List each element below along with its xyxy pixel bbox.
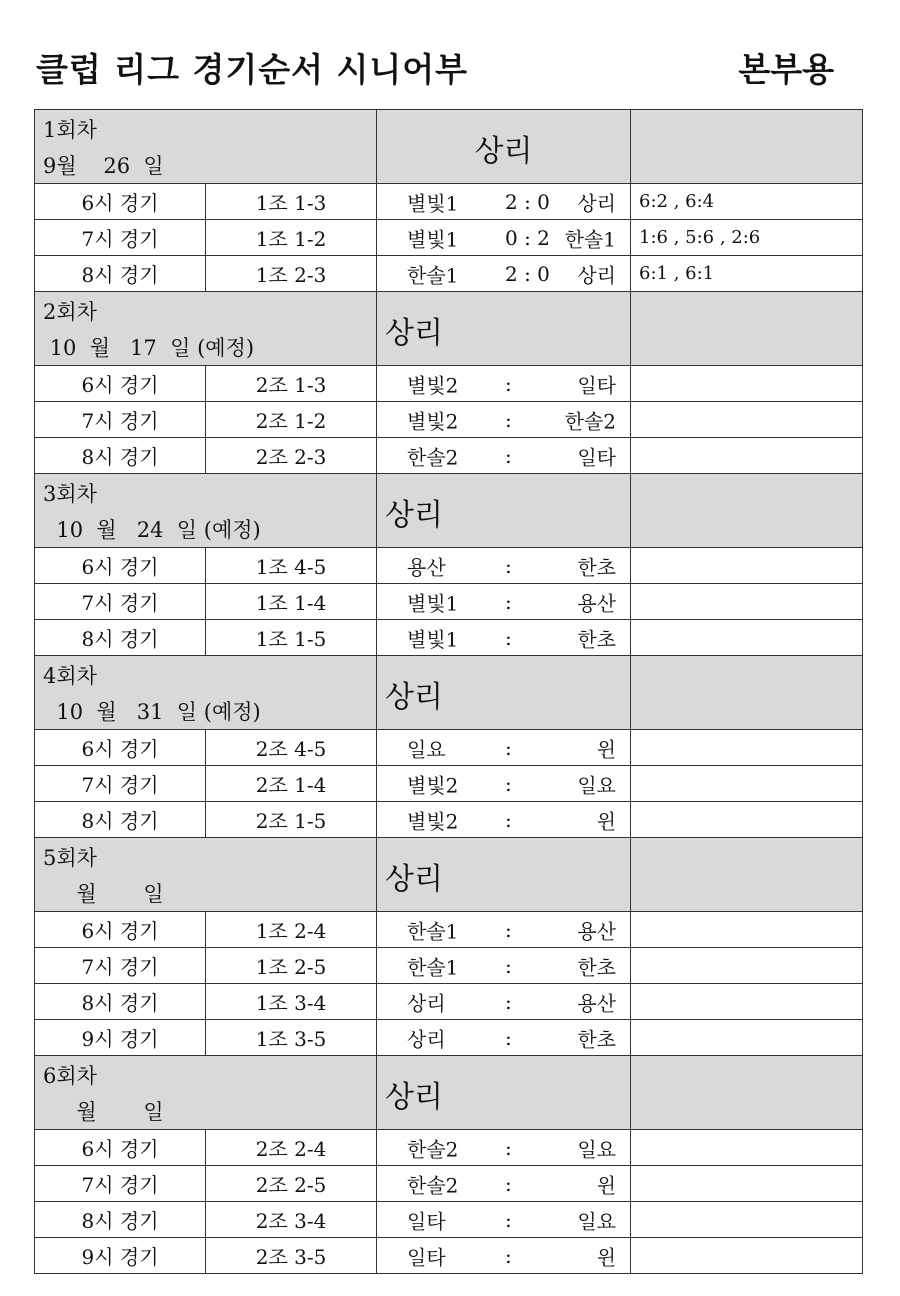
team-a: 용산 [407, 555, 446, 579]
match-score: 2 : 0 [505, 189, 550, 214]
round-group [377, 838, 630, 911]
round-host-label: 상리 [385, 316, 443, 351]
round-label: 4회차 [43, 664, 97, 688]
team-a: 한솔2 [407, 1173, 459, 1197]
team-a: 별빛2 [407, 409, 459, 433]
team-a: 별빛2 [407, 373, 459, 397]
match-row [35, 402, 863, 438]
round-host-label: 상리 [385, 1080, 443, 1115]
match-row [35, 912, 863, 948]
team-a: 별빛1 [407, 627, 459, 651]
team-a: 별빛1 [407, 191, 459, 215]
match-cell [377, 220, 631, 256]
match-score: : [505, 553, 512, 578]
set-scores [631, 1238, 863, 1274]
round-info-cell [35, 110, 377, 184]
round-info [35, 292, 376, 365]
team-b: 윈 [596, 1245, 616, 1269]
match-cell [377, 256, 631, 292]
team-a: 한솔1 [407, 263, 459, 287]
round-info [35, 474, 376, 547]
match-score: 0 : 2 [505, 225, 550, 250]
round-date: 월 일 [43, 1100, 164, 1124]
set-scores [631, 620, 863, 656]
match-row [35, 984, 863, 1020]
match-cell [377, 912, 631, 948]
match-row [35, 220, 863, 256]
match-group: 2조 3-4 [206, 1202, 377, 1238]
match-group: 2조 2-5 [206, 1166, 377, 1202]
round-group-cell [377, 110, 631, 184]
match-cell [377, 984, 631, 1020]
round-date: 10 월 17 일 (예정) [43, 336, 255, 360]
match-group: 1조 1-3 [206, 184, 377, 220]
round-info [35, 838, 376, 911]
team-a: 일타 [407, 1209, 446, 1233]
team-b: 상리 [577, 263, 616, 287]
round-info-cell [35, 838, 377, 912]
round-host-label: 상리 [385, 680, 443, 715]
round-group [377, 292, 630, 365]
set-scores [631, 366, 863, 402]
round-label: 1회차 [43, 118, 97, 142]
match-group: 1조 2-3 [206, 256, 377, 292]
round-date: 10 월 31 일 (예정) [43, 700, 261, 724]
team-b: 일타 [577, 373, 616, 397]
match-row [35, 730, 863, 766]
match-cell [377, 1202, 631, 1238]
match-score: : [505, 443, 512, 468]
round-group [377, 1056, 630, 1129]
team-a: 별빛2 [407, 773, 459, 797]
set-scores [631, 1020, 863, 1056]
match-time: 8시 경기 [35, 256, 206, 292]
team-a: 상리 [407, 1027, 446, 1051]
match-row [35, 1166, 863, 1202]
round-host-label: 상리 [385, 498, 443, 533]
round-info-cell [35, 292, 377, 366]
match-row [35, 1238, 863, 1274]
match-score: : [505, 1207, 512, 1232]
match-group: 2조 1-4 [206, 766, 377, 802]
match-score: : [505, 917, 512, 942]
round-info [35, 656, 376, 729]
match-cell [377, 584, 631, 620]
round-info-cell [35, 656, 377, 730]
team-a: 별빛2 [407, 809, 459, 833]
team-a: 한솔1 [407, 955, 459, 979]
round-group-cell [377, 292, 631, 366]
team-b: 한초 [577, 955, 616, 979]
set-scores [631, 912, 863, 948]
match-row [35, 584, 863, 620]
match-score: : [505, 1135, 512, 1160]
match-time: 7시 경기 [35, 948, 206, 984]
match-cell [377, 1130, 631, 1166]
match-score: : [505, 407, 512, 432]
team-b: 윈 [596, 1173, 616, 1197]
round-date: 9월 26 일 [43, 154, 164, 178]
set-scores: 6:2 , 6:4 [631, 184, 863, 220]
match-score: : [505, 371, 512, 396]
team-b: 용산 [577, 991, 616, 1015]
set-scores [631, 584, 863, 620]
match-time: 9시 경기 [35, 1020, 206, 1056]
match-score: : [505, 589, 512, 614]
team-b: 일요 [577, 1209, 616, 1233]
match-group: 1조 2-5 [206, 948, 377, 984]
team-b: 한초 [577, 555, 616, 579]
round-group-cell [377, 838, 631, 912]
match-cell [377, 548, 631, 584]
match-cell [377, 1166, 631, 1202]
round-info-cell [35, 1056, 377, 1130]
team-a: 별빛1 [407, 227, 459, 251]
round-result-cell [631, 656, 863, 730]
match-time: 7시 경기 [35, 1166, 206, 1202]
match-group: 1조 1-2 [206, 220, 377, 256]
schedule-table [34, 109, 863, 1274]
match-score: 2 : 0 [505, 261, 550, 286]
match-time: 6시 경기 [35, 730, 206, 766]
match-row [35, 548, 863, 584]
team-b: 용산 [577, 591, 616, 615]
match-time: 7시 경기 [35, 584, 206, 620]
round-result-cell [631, 110, 863, 184]
match-time: 6시 경기 [35, 548, 206, 584]
match-score: : [505, 807, 512, 832]
match-row [35, 184, 863, 220]
match-row [35, 438, 863, 474]
round-group-cell [377, 474, 631, 548]
round-header-row [35, 110, 863, 184]
match-row [35, 802, 863, 838]
team-a: 일타 [407, 1245, 446, 1269]
match-score: : [505, 1025, 512, 1050]
round-host-label: 상리 [385, 862, 443, 897]
round-header-row [35, 656, 863, 730]
match-row [35, 1130, 863, 1166]
match-time: 6시 경기 [35, 184, 206, 220]
match-score: : [505, 989, 512, 1014]
team-b: 한초 [577, 1027, 616, 1051]
match-group: 1조 3-5 [206, 1020, 377, 1056]
match-row [35, 766, 863, 802]
team-b: 윈 [596, 737, 616, 761]
set-scores [631, 402, 863, 438]
round-group-cell [377, 1056, 631, 1130]
match-time: 8시 경기 [35, 802, 206, 838]
team-b: 한솔1 [564, 227, 616, 251]
team-b: 일타 [577, 445, 616, 469]
match-group: 1조 1-4 [206, 584, 377, 620]
match-time: 7시 경기 [35, 220, 206, 256]
round-info [35, 1056, 376, 1129]
round-result-cell [631, 1056, 863, 1130]
team-b: 용산 [577, 919, 616, 943]
match-group: 2조 4-5 [206, 730, 377, 766]
match-time: 8시 경기 [35, 438, 206, 474]
team-a: 한솔1 [407, 919, 459, 943]
match-cell [377, 730, 631, 766]
set-scores [631, 802, 863, 838]
set-scores [631, 1130, 863, 1166]
team-b: 일요 [577, 1137, 616, 1161]
match-group: 1조 4-5 [206, 548, 377, 584]
round-label: 2회차 [43, 300, 97, 324]
match-row [35, 1020, 863, 1056]
match-score: : [505, 953, 512, 978]
team-a: 일요 [407, 737, 446, 761]
round-host-label: 상리 [474, 134, 533, 169]
team-a: 한솔2 [407, 1137, 459, 1161]
match-time: 9시 경기 [35, 1238, 206, 1274]
match-group: 2조 1-3 [206, 366, 377, 402]
match-cell [377, 1238, 631, 1274]
set-scores: 1:6 , 5:6 , 2:6 [631, 220, 863, 256]
match-group: 1조 2-4 [206, 912, 377, 948]
set-scores [631, 766, 863, 802]
set-scores: 6:1 , 6:1 [631, 256, 863, 292]
match-group: 1조 1-5 [206, 620, 377, 656]
round-label: 5회차 [43, 846, 97, 870]
match-score: : [505, 771, 512, 796]
match-cell [377, 766, 631, 802]
team-b: 일요 [577, 773, 616, 797]
match-score: : [505, 625, 512, 650]
team-a: 한솔2 [407, 445, 459, 469]
round-info-cell [35, 474, 377, 548]
set-scores [631, 948, 863, 984]
document-title: 클럽 리그 경기순서 시니어부 [36, 50, 469, 89]
match-cell [377, 438, 631, 474]
match-cell [377, 948, 631, 984]
match-time: 8시 경기 [35, 620, 206, 656]
round-group [377, 110, 630, 183]
match-group: 2조 2-3 [206, 438, 377, 474]
match-cell [377, 184, 631, 220]
match-time: 6시 경기 [35, 912, 206, 948]
match-cell [377, 620, 631, 656]
match-time: 7시 경기 [35, 766, 206, 802]
round-group [377, 656, 630, 729]
round-header-row [35, 292, 863, 366]
team-b: 한초 [577, 627, 616, 651]
round-header-row [35, 474, 863, 548]
team-a: 별빛1 [407, 591, 459, 615]
round-group [377, 474, 630, 547]
match-time: 8시 경기 [35, 1202, 206, 1238]
match-row [35, 366, 863, 402]
match-group: 2조 2-4 [206, 1130, 377, 1166]
match-cell [377, 402, 631, 438]
team-b: 상리 [577, 191, 616, 215]
set-scores [631, 438, 863, 474]
team-a: 상리 [407, 991, 446, 1015]
round-result-cell [631, 474, 863, 548]
match-group: 2조 3-5 [206, 1238, 377, 1274]
set-scores [631, 548, 863, 584]
team-b: 윈 [596, 809, 616, 833]
round-group-cell [377, 656, 631, 730]
round-label: 6회차 [43, 1064, 97, 1088]
match-row [35, 1202, 863, 1238]
set-scores [631, 1166, 863, 1202]
round-info [35, 110, 376, 183]
match-time: 8시 경기 [35, 984, 206, 1020]
round-date: 월 일 [43, 882, 164, 906]
match-cell [377, 366, 631, 402]
match-group: 2조 1-2 [206, 402, 377, 438]
round-result-cell [631, 292, 863, 366]
match-group: 1조 3-4 [206, 984, 377, 1020]
match-row [35, 948, 863, 984]
match-score: : [505, 735, 512, 760]
match-cell [377, 1020, 631, 1056]
set-scores [631, 984, 863, 1020]
match-cell [377, 802, 631, 838]
match-row [35, 620, 863, 656]
round-label: 3회차 [43, 482, 97, 506]
round-header-row [35, 838, 863, 912]
match-time: 7시 경기 [35, 402, 206, 438]
match-time: 6시 경기 [35, 1130, 206, 1166]
round-result-cell [631, 838, 863, 912]
round-header-row [35, 1056, 863, 1130]
set-scores [631, 730, 863, 766]
set-scores [631, 1202, 863, 1238]
match-score: : [505, 1171, 512, 1196]
match-score: : [505, 1243, 512, 1268]
schedule-body [35, 110, 863, 1274]
match-time: 6시 경기 [35, 366, 206, 402]
match-group: 2조 1-5 [206, 802, 377, 838]
match-row [35, 256, 863, 292]
team-b: 한솔2 [564, 409, 616, 433]
copy-label: 본부용 [738, 50, 834, 89]
round-date: 10 월 24 일 (예정) [43, 518, 261, 542]
